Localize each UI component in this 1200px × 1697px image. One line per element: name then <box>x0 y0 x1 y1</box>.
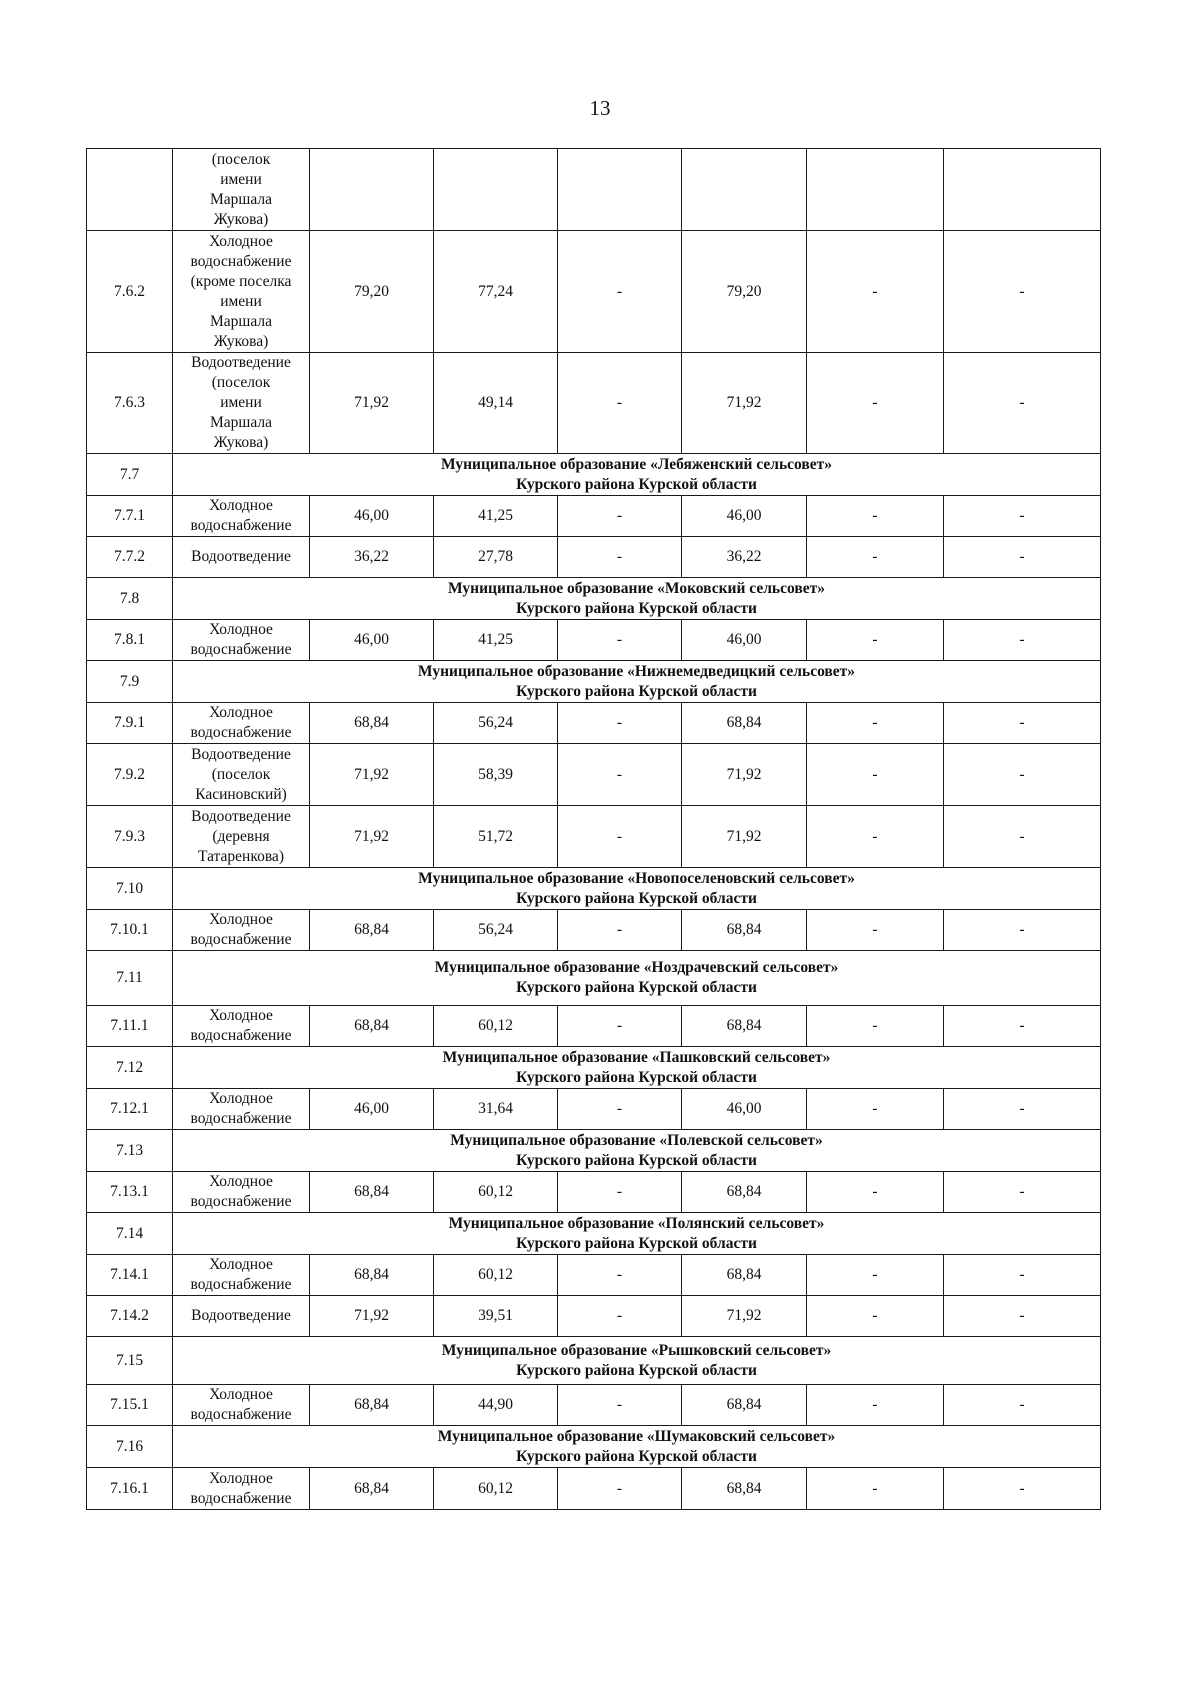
tariff-value-cell <box>434 149 558 231</box>
municipality-title-cell: Муниципальное образование «Нижнемедведицкий сельсовет» Курского района Курской области <box>173 661 1101 703</box>
row-number-cell: 7.9.1 <box>87 703 173 744</box>
municipality-title-cell: Муниципальное образование «Пашковский сельсовет» Курского района Курской области <box>173 1047 1101 1089</box>
row-number-cell: 7.8 <box>87 578 173 620</box>
service-name-cell: Водоотведение (деревня Татаренкова) <box>173 806 310 868</box>
row-number-cell: 7.12.1 <box>87 1089 173 1130</box>
tariff-value-cell: - <box>807 537 944 578</box>
tariff-value-cell <box>310 149 434 231</box>
tariff-value-cell: - <box>558 1296 682 1337</box>
page-number: 13 <box>589 96 611 120</box>
tariff-value-cell: - <box>558 1172 682 1213</box>
tariff-value-cell <box>558 149 682 231</box>
section-row <box>87 454 1101 496</box>
tariff-value-cell: - <box>944 1172 1101 1213</box>
tariff-value-cell: 60,12 <box>434 1006 558 1047</box>
service-name-cell: Водоотведение <box>173 1296 310 1337</box>
section-row <box>87 951 1101 1006</box>
tariff-value-cell: - <box>944 1468 1101 1510</box>
table-row <box>87 1385 1101 1426</box>
table-row <box>87 620 1101 661</box>
tariff-value-cell: 68,84 <box>310 1172 434 1213</box>
row-number-cell: 7.9.3 <box>87 806 173 868</box>
tariff-value-cell: - <box>807 1255 944 1296</box>
service-name-cell: Холодное водоснабжение <box>173 1468 310 1510</box>
municipality-title-cell: Муниципальное образование «Шумаковский сельсовет» Курского района Курской области <box>173 1426 1101 1468</box>
tariff-value-cell: - <box>944 1296 1101 1337</box>
section-row <box>87 1130 1101 1172</box>
tariff-value-cell: - <box>944 703 1101 744</box>
row-number-cell: 7.14.1 <box>87 1255 173 1296</box>
tariff-value-cell: - <box>807 1172 944 1213</box>
tariff-value-cell: 71,92 <box>682 353 807 454</box>
tariff-value-cell: - <box>558 1089 682 1130</box>
table-row <box>87 744 1101 806</box>
row-number-cell: 7.13.1 <box>87 1172 173 1213</box>
row-number-cell: 7.11 <box>87 951 173 1006</box>
row-number-cell: 7.14 <box>87 1213 173 1255</box>
tariff-value-cell: 68,84 <box>682 1172 807 1213</box>
service-name-cell: Холодное водоснабжение <box>173 620 310 661</box>
table-row <box>87 231 1101 353</box>
row-number-cell: 7.14.2 <box>87 1296 173 1337</box>
tariff-value-cell: 68,84 <box>310 1006 434 1047</box>
table-row <box>87 537 1101 578</box>
tariff-value-cell: 60,12 <box>434 1255 558 1296</box>
tariff-value-cell: - <box>807 231 944 353</box>
section-row <box>87 1337 1101 1385</box>
row-number-cell: 7.16 <box>87 1426 173 1468</box>
tariff-value-cell: - <box>558 910 682 951</box>
tariff-value-cell: - <box>807 806 944 868</box>
tariff-value-cell: 68,84 <box>310 910 434 951</box>
tariff-value-cell: 46,00 <box>682 620 807 661</box>
tariff-value-cell: 68,84 <box>310 1385 434 1426</box>
tariff-value-cell: - <box>807 703 944 744</box>
tariff-value-cell: 39,51 <box>434 1296 558 1337</box>
tariff-value-cell: - <box>944 1255 1101 1296</box>
table-row <box>87 496 1101 537</box>
table-row <box>87 1296 1101 1337</box>
service-name-cell: Холодное водоснабжение <box>173 1006 310 1047</box>
row-number-cell: 7.15.1 <box>87 1385 173 1426</box>
service-name-cell: Холодное водоснабжение <box>173 1385 310 1426</box>
table-row <box>87 149 1101 231</box>
tariff-value-cell: - <box>558 1255 682 1296</box>
municipality-title-cell: Муниципальное образование «Рышковский сельсовет» Курского района Курской области <box>173 1337 1101 1385</box>
tariff-value-cell: - <box>944 1006 1101 1047</box>
table-row <box>87 1172 1101 1213</box>
tariff-value-cell: 56,24 <box>434 910 558 951</box>
row-number-cell: 7.10.1 <box>87 910 173 951</box>
tariff-value-cell: 44,90 <box>434 1385 558 1426</box>
tariff-value-cell: - <box>944 537 1101 578</box>
tariff-value-cell: - <box>558 1385 682 1426</box>
tariff-value-cell: 58,39 <box>434 744 558 806</box>
tariff-value-cell: 71,92 <box>682 744 807 806</box>
service-name-cell: Холодное водоснабжение <box>173 1172 310 1213</box>
tariff-value-cell: 77,24 <box>434 231 558 353</box>
tariff-value-cell: 68,84 <box>310 703 434 744</box>
tariff-value-cell: 41,25 <box>434 620 558 661</box>
row-number-cell: 7.16.1 <box>87 1468 173 1510</box>
tariff-value-cell: 36,22 <box>682 537 807 578</box>
tariff-value-cell: - <box>807 496 944 537</box>
tariff-value-cell: 46,00 <box>682 1089 807 1130</box>
tariff-value-cell: 68,84 <box>682 1385 807 1426</box>
service-name-cell: Водоотведение (поселок имени Маршала Жукова) <box>173 353 310 454</box>
tariff-value-cell: - <box>944 496 1101 537</box>
tariff-value-cell: - <box>944 806 1101 868</box>
tariff-value-cell: - <box>558 744 682 806</box>
tariff-value-cell: - <box>807 1006 944 1047</box>
tariff-value-cell: - <box>558 703 682 744</box>
tariff-value-cell: 60,12 <box>434 1172 558 1213</box>
table-row <box>87 353 1101 454</box>
tariff-table-body <box>87 149 1101 1510</box>
row-number-cell: 7.7 <box>87 454 173 496</box>
tariff-value-cell: - <box>807 744 944 806</box>
tariff-value-cell: 68,84 <box>310 1255 434 1296</box>
row-number-cell: 7.9.2 <box>87 744 173 806</box>
row-number-cell: 7.6.2 <box>87 231 173 353</box>
tariff-value-cell: 71,92 <box>310 744 434 806</box>
tariff-value-cell: 71,92 <box>310 806 434 868</box>
tariff-value-cell: - <box>944 353 1101 454</box>
tariff-value-cell: 46,00 <box>310 496 434 537</box>
section-row <box>87 1213 1101 1255</box>
section-row <box>87 661 1101 703</box>
table-row <box>87 1468 1101 1510</box>
tariff-value-cell: 68,84 <box>682 1468 807 1510</box>
tariff-value-cell: - <box>807 910 944 951</box>
tariff-value-cell: 71,92 <box>682 806 807 868</box>
tariff-value-cell: 68,84 <box>682 703 807 744</box>
tariff-value-cell: - <box>558 1468 682 1510</box>
tariff-value-cell: 36,22 <box>310 537 434 578</box>
municipality-title-cell: Муниципальное образование «Лебяженский сельсовет» Курского района Курской области <box>173 454 1101 496</box>
row-number-cell: 7.10 <box>87 868 173 910</box>
table-row <box>87 910 1101 951</box>
tariff-value-cell: 51,72 <box>434 806 558 868</box>
tariff-value-cell: 79,20 <box>682 231 807 353</box>
service-name-cell: Водоотведение (поселок Касиновский) <box>173 744 310 806</box>
table-row <box>87 1255 1101 1296</box>
service-name-cell: Холодное водоснабжение <box>173 1255 310 1296</box>
tariff-value-cell: - <box>807 1089 944 1130</box>
row-number-cell: 7.12 <box>87 1047 173 1089</box>
tariff-value-cell: - <box>944 910 1101 951</box>
section-row <box>87 1047 1101 1089</box>
tariff-value-cell: - <box>807 1296 944 1337</box>
service-name-cell: Холодное водоснабжение <box>173 703 310 744</box>
table-row <box>87 1006 1101 1047</box>
tariff-value-cell: 68,84 <box>682 1006 807 1047</box>
row-number-cell <box>87 149 173 231</box>
municipality-title-cell: Муниципальное образование «Полянский сельсовет» Курского района Курской области <box>173 1213 1101 1255</box>
tariff-value-cell: 79,20 <box>310 231 434 353</box>
municipality-title-cell: Муниципальное образование «Новопоселеновский сельсовет» Курского района Курской области <box>173 868 1101 910</box>
tariff-value-cell <box>682 149 807 231</box>
tariff-value-cell: 46,00 <box>310 1089 434 1130</box>
tariff-value-cell: - <box>807 1468 944 1510</box>
tariff-value-cell: 41,25 <box>434 496 558 537</box>
tariff-value-cell: 68,84 <box>310 1468 434 1510</box>
tariff-value-cell: 68,84 <box>682 1255 807 1296</box>
tariff-value-cell: - <box>558 806 682 868</box>
row-number-cell: 7.7.2 <box>87 537 173 578</box>
tariff-value-cell: 46,00 <box>682 496 807 537</box>
tariff-value-cell: 71,92 <box>682 1296 807 1337</box>
service-name-cell: (поселок имени Маршала Жукова) <box>173 149 310 231</box>
section-row <box>87 868 1101 910</box>
row-number-cell: 7.11.1 <box>87 1006 173 1047</box>
tariff-value-cell: - <box>558 231 682 353</box>
tariff-value-cell: - <box>944 744 1101 806</box>
row-number-cell: 7.6.3 <box>87 353 173 454</box>
tariff-value-cell: 49,14 <box>434 353 558 454</box>
tariff-value-cell: 68,84 <box>682 910 807 951</box>
tariff-value-cell <box>807 149 944 231</box>
tariff-value-cell: 60,12 <box>434 1468 558 1510</box>
row-number-cell: 7.8.1 <box>87 620 173 661</box>
tariff-value-cell: - <box>807 620 944 661</box>
table-row <box>87 806 1101 868</box>
table-row <box>87 1089 1101 1130</box>
tariff-value-cell: 56,24 <box>434 703 558 744</box>
tariff-value-cell: 71,92 <box>310 353 434 454</box>
tariff-value-cell: - <box>807 1385 944 1426</box>
row-number-cell: 7.7.1 <box>87 496 173 537</box>
tariff-value-cell: - <box>558 1006 682 1047</box>
tariff-value-cell <box>944 149 1101 231</box>
service-name-cell: Водоотведение <box>173 537 310 578</box>
tariff-value-cell: - <box>807 353 944 454</box>
tariff-value-cell: - <box>558 620 682 661</box>
tariff-value-cell: - <box>944 620 1101 661</box>
tariff-value-cell: 46,00 <box>310 620 434 661</box>
tariff-value-cell: - <box>558 496 682 537</box>
service-name-cell: Холодное водоснабжение <box>173 1089 310 1130</box>
row-number-cell: 7.13 <box>87 1130 173 1172</box>
row-number-cell: 7.9 <box>87 661 173 703</box>
table-row <box>87 703 1101 744</box>
service-name-cell: Холодное водоснабжение (кроме поселка имени Маршала Жукова) <box>173 231 310 353</box>
service-name-cell: Холодное водоснабжение <box>173 496 310 537</box>
service-name-cell: Холодное водоснабжение <box>173 910 310 951</box>
tariff-value-cell: - <box>944 231 1101 353</box>
municipality-title-cell: Муниципальное образование «Полевской сельсовет» Курского района Курской области <box>173 1130 1101 1172</box>
section-row <box>87 1426 1101 1468</box>
section-row <box>87 578 1101 620</box>
tariff-table <box>86 148 1101 1510</box>
municipality-title-cell: Муниципальное образование «Моковский сельсовет» Курского района Курской области <box>173 578 1101 620</box>
tariff-value-cell: - <box>558 353 682 454</box>
tariff-value-cell: 27,78 <box>434 537 558 578</box>
tariff-value-cell: - <box>944 1089 1101 1130</box>
tariff-value-cell: 71,92 <box>310 1296 434 1337</box>
tariff-value-cell: 31,64 <box>434 1089 558 1130</box>
row-number-cell: 7.15 <box>87 1337 173 1385</box>
municipality-title-cell: Муниципальное образование «Ноздрачевский сельсовет» Курского района Курской области <box>173 951 1101 1006</box>
tariff-value-cell: - <box>944 1385 1101 1426</box>
tariff-value-cell: - <box>558 537 682 578</box>
